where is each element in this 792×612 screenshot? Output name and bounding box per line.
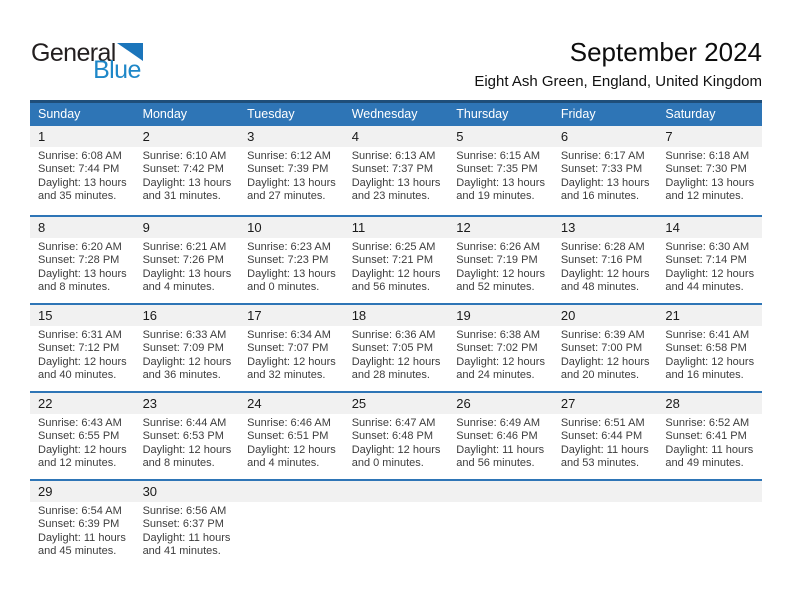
sunset-line: Sunset: 7:16 PM bbox=[560, 254, 643, 267]
day-number: 23 bbox=[142, 396, 158, 411]
day-number: 2 bbox=[142, 129, 150, 144]
empty-day-cell bbox=[344, 502, 449, 559]
day-number: 18 bbox=[351, 308, 367, 323]
sunrise-line: Sunrise: 6:33 AM bbox=[142, 329, 227, 341]
daylight-minutes-line: and 8 minutes. bbox=[38, 281, 111, 294]
sunrise-line: Sunrise: 6:30 AM bbox=[665, 241, 750, 253]
day-cell bbox=[448, 238, 553, 295]
sunrise-line: Sunrise: 6:08 AM bbox=[38, 150, 122, 162]
daylight-minutes-line: and 32 minutes. bbox=[247, 369, 326, 382]
day-cell bbox=[239, 326, 344, 383]
sunset-line: Sunset: 6:48 PM bbox=[351, 430, 434, 443]
day-number: 12 bbox=[456, 220, 471, 235]
daylight-hours-line: Daylight: 12 hours bbox=[351, 443, 441, 456]
empty-day-number bbox=[553, 481, 658, 502]
day-cell bbox=[448, 326, 553, 383]
sunset-line: Sunset: 7:07 PM bbox=[247, 342, 329, 355]
daylight-minutes-line: and 53 minutes. bbox=[560, 457, 640, 470]
daylight-hours-line: Daylight: 13 hours bbox=[456, 176, 545, 189]
day-number: 24 bbox=[247, 396, 262, 411]
day-number: 25 bbox=[351, 396, 367, 411]
daylight-hours-line: Daylight: 11 hours bbox=[38, 531, 126, 544]
day-cell bbox=[239, 238, 344, 295]
weekday-header-sunday: Sunday bbox=[38, 107, 81, 121]
day-number: 8 bbox=[38, 220, 46, 235]
day-cell bbox=[135, 238, 240, 295]
sunset-line: Sunset: 7:30 PM bbox=[665, 163, 747, 176]
daylight-minutes-line: and 4 minutes. bbox=[247, 457, 320, 470]
week-row bbox=[30, 391, 762, 479]
daylight-minutes-line: and 16 minutes. bbox=[560, 190, 640, 203]
sunset-line: Sunset: 7:33 PM bbox=[560, 163, 643, 176]
week-row bbox=[30, 303, 762, 391]
sunrise-line: Sunrise: 6:17 AM bbox=[560, 150, 645, 162]
day-cell bbox=[239, 414, 344, 471]
logo-text-general: General bbox=[31, 39, 116, 67]
day-number: 21 bbox=[665, 308, 680, 323]
daylight-hours-line: Daylight: 12 hours bbox=[560, 267, 650, 280]
sunset-line: Sunset: 6:39 PM bbox=[38, 518, 120, 531]
day-number-band bbox=[30, 481, 762, 502]
sunset-line: Sunset: 6:51 PM bbox=[247, 430, 329, 443]
daylight-hours-line: Daylight: 12 hours bbox=[38, 355, 127, 368]
daylight-hours-line: Daylight: 12 hours bbox=[247, 355, 336, 368]
day-details-band bbox=[30, 414, 762, 471]
sunset-line: Sunset: 7:21 PM bbox=[351, 254, 434, 267]
day-cell bbox=[135, 502, 240, 559]
daylight-minutes-line: and 44 minutes. bbox=[665, 281, 744, 294]
daylight-hours-line: Daylight: 11 hours bbox=[665, 443, 754, 456]
weekday-header-monday: Monday bbox=[142, 107, 188, 121]
weekday-header-row bbox=[30, 103, 762, 126]
day-details-band bbox=[30, 502, 762, 559]
calendar-weeks bbox=[30, 126, 762, 567]
sunset-line: Sunset: 6:41 PM bbox=[665, 430, 747, 443]
sunset-line: Sunset: 7:09 PM bbox=[142, 342, 224, 355]
daylight-hours-line: Daylight: 12 hours bbox=[38, 443, 127, 456]
daylight-minutes-line: and 28 minutes. bbox=[351, 369, 430, 382]
page-title: September 2024 bbox=[569, 37, 762, 67]
daylight-hours-line: Daylight: 12 hours bbox=[247, 443, 336, 456]
daylight-hours-line: Daylight: 12 hours bbox=[665, 355, 755, 368]
day-cell bbox=[344, 238, 449, 295]
day-number: 7 bbox=[665, 129, 673, 144]
empty-day-number bbox=[448, 481, 553, 502]
day-cell bbox=[135, 147, 240, 204]
day-number: 30 bbox=[142, 484, 158, 499]
day-cell bbox=[344, 326, 449, 383]
daylight-hours-line: Daylight: 11 hours bbox=[560, 443, 649, 456]
day-cell bbox=[135, 414, 240, 471]
week-row bbox=[30, 479, 762, 567]
day-details-band bbox=[30, 147, 762, 204]
day-number: 22 bbox=[38, 396, 53, 411]
sunrise-line: Sunrise: 6:41 AM bbox=[665, 329, 750, 341]
empty-day-number bbox=[344, 481, 449, 502]
day-cell bbox=[30, 147, 135, 204]
day-cell bbox=[30, 414, 135, 471]
weekday-header-tuesday: Tuesday bbox=[247, 107, 295, 121]
sunrise-line: Sunrise: 6:15 AM bbox=[456, 150, 541, 162]
day-number: 11 bbox=[351, 220, 366, 235]
daylight-hours-line: Daylight: 12 hours bbox=[142, 355, 232, 368]
sunrise-line: Sunrise: 6:39 AM bbox=[560, 329, 645, 341]
sunset-line: Sunset: 6:44 PM bbox=[560, 430, 643, 443]
day-number: 14 bbox=[665, 220, 680, 235]
daylight-minutes-line: and 19 minutes. bbox=[456, 190, 535, 203]
week-row bbox=[30, 215, 762, 303]
logo-text-blue: Blue bbox=[93, 56, 141, 84]
weekday-header-thursday: Thursday bbox=[456, 107, 509, 121]
empty-day-number bbox=[657, 481, 762, 502]
sunset-line: Sunset: 7:14 PM bbox=[665, 254, 747, 267]
sunset-line: Sunset: 6:37 PM bbox=[142, 518, 224, 531]
sunset-line: Sunset: 6:46 PM bbox=[456, 430, 538, 443]
sunrise-line: Sunrise: 6:12 AM bbox=[247, 150, 331, 162]
daylight-minutes-line: and 0 minutes. bbox=[247, 281, 320, 294]
sunset-line: Sunset: 7:44 PM bbox=[38, 163, 120, 176]
daylight-hours-line: Daylight: 12 hours bbox=[142, 443, 232, 456]
sunrise-line: Sunrise: 6:36 AM bbox=[351, 329, 436, 341]
day-number: 29 bbox=[38, 484, 53, 499]
daylight-hours-line: Daylight: 13 hours bbox=[560, 176, 650, 189]
daylight-hours-line: Daylight: 13 hours bbox=[665, 176, 755, 189]
daylight-minutes-line: and 31 minutes. bbox=[142, 190, 221, 203]
day-cell bbox=[657, 147, 762, 204]
daylight-minutes-line: and 12 minutes. bbox=[38, 457, 117, 470]
sunset-line: Sunset: 7:28 PM bbox=[38, 254, 120, 267]
sunrise-line: Sunrise: 6:28 AM bbox=[560, 241, 645, 253]
daylight-hours-line: Daylight: 13 hours bbox=[142, 267, 232, 280]
week-row bbox=[30, 126, 762, 215]
sunset-line: Sunset: 7:05 PM bbox=[351, 342, 434, 355]
empty-day-cell bbox=[553, 502, 658, 559]
sunrise-line: Sunrise: 6:10 AM bbox=[142, 150, 227, 162]
title-block bbox=[474, 36, 762, 90]
daylight-hours-line: Daylight: 11 hours bbox=[456, 443, 545, 456]
sunrise-line: Sunrise: 6:43 AM bbox=[38, 417, 122, 429]
sunrise-line: Sunrise: 6:47 AM bbox=[351, 417, 436, 429]
empty-day-cell bbox=[657, 502, 762, 559]
day-number: 26 bbox=[456, 396, 471, 411]
sunrise-line: Sunrise: 6:49 AM bbox=[456, 417, 541, 429]
day-number: 27 bbox=[560, 396, 576, 411]
day-cell bbox=[657, 326, 762, 383]
weekday-header-friday: Friday bbox=[560, 107, 596, 121]
day-number: 3 bbox=[247, 129, 255, 144]
sunrise-line: Sunrise: 6:34 AM bbox=[247, 329, 331, 341]
day-number-band bbox=[30, 126, 762, 147]
daylight-minutes-line: and 8 minutes. bbox=[142, 457, 215, 470]
sunset-line: Sunset: 7:00 PM bbox=[560, 342, 643, 355]
daylight-minutes-line: and 45 minutes. bbox=[38, 545, 117, 558]
sunset-line: Sunset: 7:23 PM bbox=[247, 254, 329, 267]
day-number: 19 bbox=[456, 308, 471, 323]
day-number-band bbox=[30, 217, 762, 238]
sunrise-line: Sunrise: 6:52 AM bbox=[665, 417, 750, 429]
daylight-minutes-line: and 23 minutes. bbox=[351, 190, 430, 203]
daylight-hours-line: Daylight: 13 hours bbox=[247, 267, 336, 280]
day-number: 1 bbox=[38, 129, 46, 144]
sunset-line: Sunset: 7:26 PM bbox=[142, 254, 224, 267]
daylight-minutes-line: and 35 minutes. bbox=[38, 190, 117, 203]
general-blue-logo bbox=[31, 40, 143, 83]
daylight-hours-line: Daylight: 12 hours bbox=[665, 267, 755, 280]
sunset-line: Sunset: 6:53 PM bbox=[142, 430, 224, 443]
day-number: 9 bbox=[142, 220, 150, 235]
daylight-minutes-line: and 41 minutes. bbox=[142, 545, 221, 558]
day-cell bbox=[30, 502, 135, 559]
sunrise-line: Sunrise: 6:54 AM bbox=[38, 505, 122, 517]
day-cell bbox=[448, 414, 553, 471]
day-cell bbox=[344, 414, 449, 471]
daylight-hours-line: Daylight: 12 hours bbox=[560, 355, 650, 368]
day-number: 4 bbox=[351, 129, 359, 144]
daylight-hours-line: Daylight: 12 hours bbox=[456, 267, 545, 280]
sunrise-line: Sunrise: 6:44 AM bbox=[142, 417, 227, 429]
sunset-line: Sunset: 7:42 PM bbox=[142, 163, 224, 176]
day-cell bbox=[657, 414, 762, 471]
daylight-hours-line: Daylight: 13 hours bbox=[38, 176, 127, 189]
day-number-band bbox=[30, 305, 762, 326]
day-number: 20 bbox=[560, 308, 576, 323]
daylight-minutes-line: and 56 minutes. bbox=[351, 281, 430, 294]
daylight-hours-line: Daylight: 13 hours bbox=[247, 176, 336, 189]
sunrise-line: Sunrise: 6:20 AM bbox=[38, 241, 122, 253]
daylight-hours-line: Daylight: 12 hours bbox=[351, 355, 441, 368]
sunset-line: Sunset: 6:58 PM bbox=[665, 342, 747, 355]
daylight-minutes-line: and 56 minutes. bbox=[456, 457, 535, 470]
sunrise-line: Sunrise: 6:18 AM bbox=[665, 150, 750, 162]
day-number: 13 bbox=[560, 220, 576, 235]
daylight-minutes-line: and 49 minutes. bbox=[665, 457, 744, 470]
day-cell bbox=[239, 147, 344, 204]
day-cell bbox=[553, 414, 658, 471]
day-number: 10 bbox=[247, 220, 262, 235]
sunrise-line: Sunrise: 6:21 AM bbox=[142, 241, 227, 253]
day-number: 16 bbox=[142, 308, 158, 323]
day-cell bbox=[657, 238, 762, 295]
daylight-hours-line: Daylight: 13 hours bbox=[351, 176, 441, 189]
day-cell bbox=[344, 147, 449, 204]
sunrise-line: Sunrise: 6:38 AM bbox=[456, 329, 541, 341]
sunrise-line: Sunrise: 6:23 AM bbox=[247, 241, 331, 253]
daylight-minutes-line: and 27 minutes. bbox=[247, 190, 326, 203]
daylight-minutes-line: and 12 minutes. bbox=[665, 190, 744, 203]
sunset-line: Sunset: 7:12 PM bbox=[38, 342, 120, 355]
day-cell bbox=[553, 147, 658, 204]
day-cell bbox=[135, 326, 240, 383]
weekday-header-wednesday: Wednesday bbox=[351, 107, 418, 121]
sunrise-line: Sunrise: 6:56 AM bbox=[142, 505, 227, 517]
page-subtitle: Eight Ash Green, England, United Kingdom bbox=[474, 73, 762, 90]
day-cell bbox=[553, 326, 658, 383]
day-number-band bbox=[30, 393, 762, 414]
weekday-header-saturday: Saturday bbox=[665, 107, 716, 121]
day-cell bbox=[448, 147, 553, 204]
sunrise-line: Sunrise: 6:25 AM bbox=[351, 241, 436, 253]
sunrise-line: Sunrise: 6:31 AM bbox=[38, 329, 122, 341]
day-cell bbox=[553, 238, 658, 295]
daylight-minutes-line: and 40 minutes. bbox=[38, 369, 117, 382]
daylight-minutes-line: and 24 minutes. bbox=[456, 369, 535, 382]
day-details-band bbox=[30, 326, 762, 383]
calendar-table bbox=[30, 100, 762, 567]
daylight-hours-line: Daylight: 11 hours bbox=[142, 531, 231, 544]
daylight-hours-line: Daylight: 13 hours bbox=[38, 267, 127, 280]
daylight-hours-line: Daylight: 13 hours bbox=[142, 176, 232, 189]
empty-day-cell bbox=[239, 502, 344, 559]
day-number: 28 bbox=[665, 396, 680, 411]
daylight-minutes-line: and 20 minutes. bbox=[560, 369, 640, 382]
sunset-line: Sunset: 6:55 PM bbox=[38, 430, 120, 443]
daylight-hours-line: Daylight: 12 hours bbox=[456, 355, 545, 368]
daylight-hours-line: Daylight: 12 hours bbox=[351, 267, 441, 280]
sunset-line: Sunset: 7:19 PM bbox=[456, 254, 538, 267]
day-cell bbox=[30, 326, 135, 383]
sunset-line: Sunset: 7:02 PM bbox=[456, 342, 538, 355]
daylight-minutes-line: and 16 minutes. bbox=[665, 369, 744, 382]
sunset-line: Sunset: 7:39 PM bbox=[247, 163, 329, 176]
empty-day-number bbox=[239, 481, 344, 502]
sunset-line: Sunset: 7:37 PM bbox=[351, 163, 434, 176]
day-cell bbox=[30, 238, 135, 295]
daylight-minutes-line: and 52 minutes. bbox=[456, 281, 535, 294]
sunrise-line: Sunrise: 6:13 AM bbox=[351, 150, 436, 162]
day-number: 17 bbox=[247, 308, 262, 323]
day-number: 15 bbox=[38, 308, 53, 323]
day-number: 5 bbox=[456, 129, 464, 144]
daylight-minutes-line: and 4 minutes. bbox=[142, 281, 215, 294]
daylight-minutes-line: and 0 minutes. bbox=[351, 457, 424, 470]
sunrise-line: Sunrise: 6:46 AM bbox=[247, 417, 331, 429]
sunrise-line: Sunrise: 6:51 AM bbox=[560, 417, 645, 429]
empty-day-cell bbox=[448, 502, 553, 559]
day-number: 6 bbox=[560, 129, 569, 144]
sunrise-line: Sunrise: 6:26 AM bbox=[456, 241, 541, 253]
sunset-line: Sunset: 7:35 PM bbox=[456, 163, 538, 176]
daylight-minutes-line: and 36 minutes. bbox=[142, 369, 221, 382]
day-details-band bbox=[30, 238, 762, 295]
daylight-minutes-line: and 48 minutes. bbox=[560, 281, 640, 294]
